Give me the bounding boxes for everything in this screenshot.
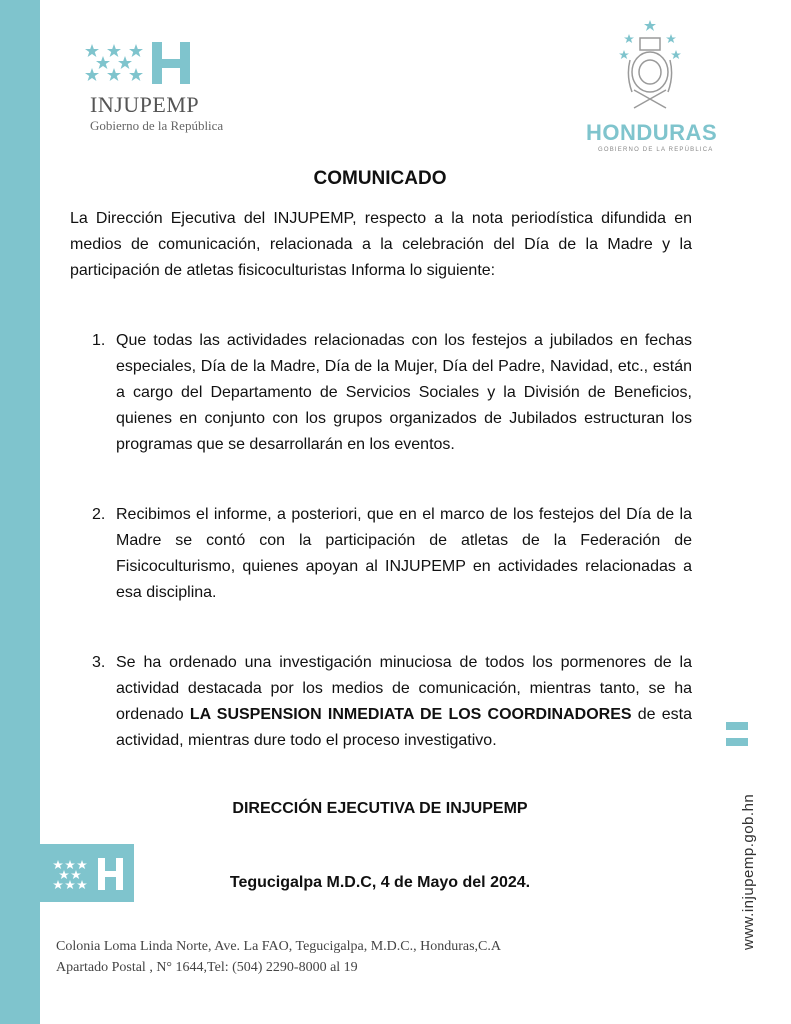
list-item — [92, 650, 692, 754]
list-item-text-start: Se ha ordenado una investigación minuciosa de todos los pormenores de la actividad destacada por los medios de comunicación, mientras tanto, se ha ordenado — [116, 654, 692, 723]
list-item — [92, 502, 692, 606]
footer-address-line-2: Apartado Postal , N° 1644,Tel: (504) 2290-8000 al 19 — [56, 960, 358, 975]
honduras-logo — [580, 20, 720, 160]
footer-emblem — [40, 844, 134, 902]
suspension-notice: LA SUSPENSION INMEDIATA DE LOS COORDINADORES — [189, 706, 632, 723]
website-url: www.injupemp.gob.hn — [740, 793, 757, 950]
honduras-logo-name: HONDURAS — [586, 120, 718, 145]
intro-paragraph: La Dirección Ejecutiva del INJUPEMP, respecto a la nota periodística difundida en medios de comunicación, relacionada a la celebración del Día de la Madre y la participación de atletas fisicoculturistas Informa lo siguiente: — [70, 210, 692, 279]
star-h-emblem-icon — [84, 40, 194, 90]
injupemp-logo-name: INJUPEMP — [90, 92, 200, 117]
list-item-text — [116, 650, 692, 754]
list-item — [92, 328, 692, 458]
footer-address — [56, 936, 616, 978]
injupemp-logo-subtitle: Gobierno de la República — [90, 118, 224, 133]
honduras-logo-subtitle: GOBIERNO DE LA REPÚBLICA — [598, 147, 714, 153]
document-date: Tegucigalpa M.D.C, 4 de Mayo del 2024. — [229, 874, 531, 891]
list-item-text: Recibimos el informe, a posteriori, que en el marco de los festejos del Día de la Madre se contó con la participación de atletas de la Federación de Fisicoculturismo, quienes apoyan al INJUPEMP en actividades relacionadas a esa disciplina. — [116, 506, 692, 601]
list-item-text-end: de esta actividad, mientras dure todo el proceso investigativo. — [116, 706, 692, 749]
document-title: COMUNICADO — [313, 168, 447, 189]
equals-mark-icon — [726, 722, 748, 746]
honduras-coat-of-arms-icon — [580, 20, 720, 120]
list-item-number: 1. — [92, 332, 106, 349]
injupemp-logo — [84, 40, 244, 140]
list-item-number: 2. — [92, 506, 106, 523]
list-item-text: Que todas las actividades relacionadas con los festejos a jubilados en fechas especiales, Día de la Madre, Día de la Mujer, Día del Padre, Navidad, etc., están a cargo del Departamento de Servicios Sociales y la División de Beneficios, quienes en conjunto con los grupos organizados de Jubilados estructuran los programas que se desarrollarán en los eventos. — [116, 332, 692, 453]
footer-address-line-1: Colonia Loma Linda Norte, Ave. La FAO, Tegucigalpa, M.D.C., Honduras,C.A — [56, 939, 501, 954]
footer-star-h-icon — [40, 844, 134, 902]
signature-line: DIRECCIÓN EJECUTIVA DE INJUPEMP — [232, 800, 528, 817]
left-accent-band — [0, 0, 40, 1024]
list-item-number: 3. — [92, 654, 106, 671]
